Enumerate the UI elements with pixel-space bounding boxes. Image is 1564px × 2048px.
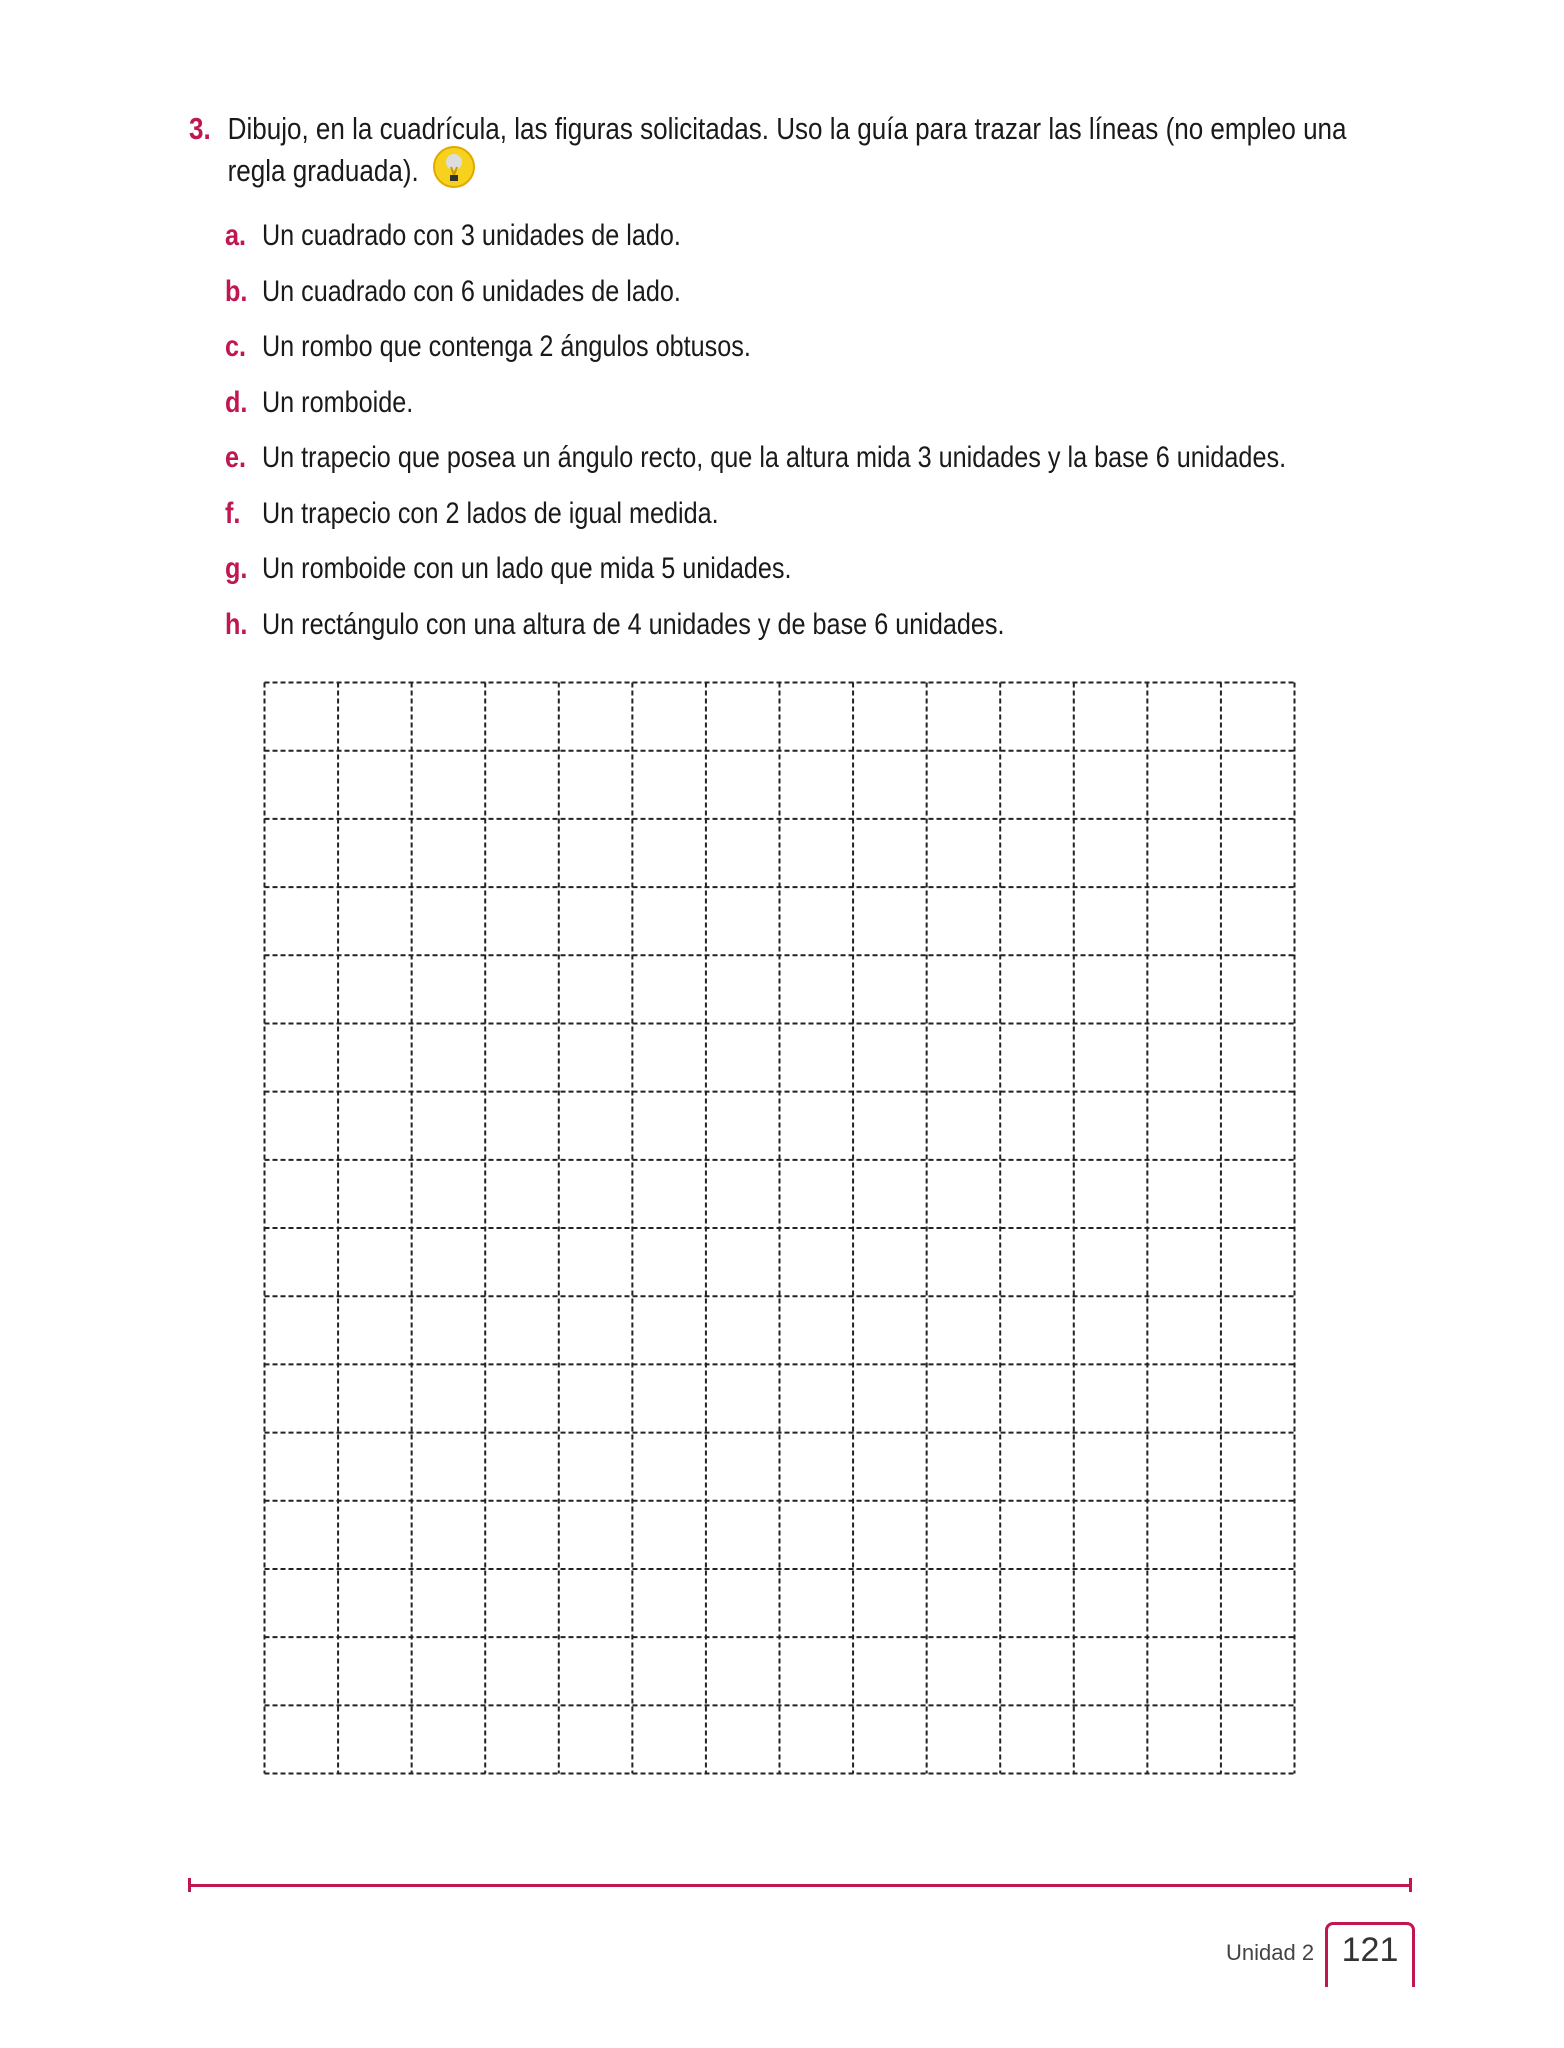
item-label: b. <box>225 274 248 308</box>
unit-label: Unidad 2 <box>1226 1940 1315 1965</box>
page-number-box <box>1325 1922 1415 1987</box>
item-label: a. <box>225 219 247 252</box>
item-label: f. <box>225 496 241 530</box>
item-text: Un cuadrado con 6 unidades de lado. <box>261 274 681 308</box>
item-label: h. <box>225 607 248 641</box>
item-text: Un cuadrado con 3 unidades de lado. <box>261 219 681 252</box>
item-text: Un rectángulo con una altura de 4 unidades y de base 6 unidades. <box>261 607 1005 641</box>
item-label: d. <box>225 385 248 419</box>
item-c <box>225 329 851 365</box>
item-text: Un trapecio que posea un ángulo recto, que la altura mida 3 unidades y la base 6 unidades. <box>261 441 1287 474</box>
footer-rule-right-cap <box>1409 1878 1412 1892</box>
item-label: c. <box>225 330 247 363</box>
item-f <box>225 496 813 532</box>
page-number: 121 <box>1341 1931 1399 1969</box>
drawing-grid[interactable] <box>263 681 1296 1775</box>
item-text: Un rombo que contenga 2 ángulos obtusos. <box>261 330 751 363</box>
item-label: e. <box>225 441 247 474</box>
item-label: g. <box>225 552 248 585</box>
question-3 <box>189 108 1564 192</box>
item-a <box>225 218 768 254</box>
question-number: 3. <box>189 111 211 146</box>
lightbulb-icon <box>432 145 476 189</box>
item-text: Un trapecio con 2 lados de igual medida. <box>261 496 719 530</box>
item-h <box>225 607 1153 643</box>
footer-rule-left-cap <box>188 1878 191 1892</box>
question-text-line2: regla graduada). <box>227 153 419 188</box>
question-text-line1: Dibujo, en la cuadrícula, las figuras solicitadas. Uso la guía para trazar las líneas (no empleo una <box>227 111 1347 146</box>
footer-rule <box>189 1884 1411 1887</box>
item-text: Un romboide con un lado que mida 5 unidades. <box>261 552 792 585</box>
item-text: Un romboide. <box>261 385 414 419</box>
item-e <box>225 440 1488 476</box>
item-g <box>225 551 899 587</box>
item-d <box>225 385 449 421</box>
item-b <box>225 274 768 310</box>
